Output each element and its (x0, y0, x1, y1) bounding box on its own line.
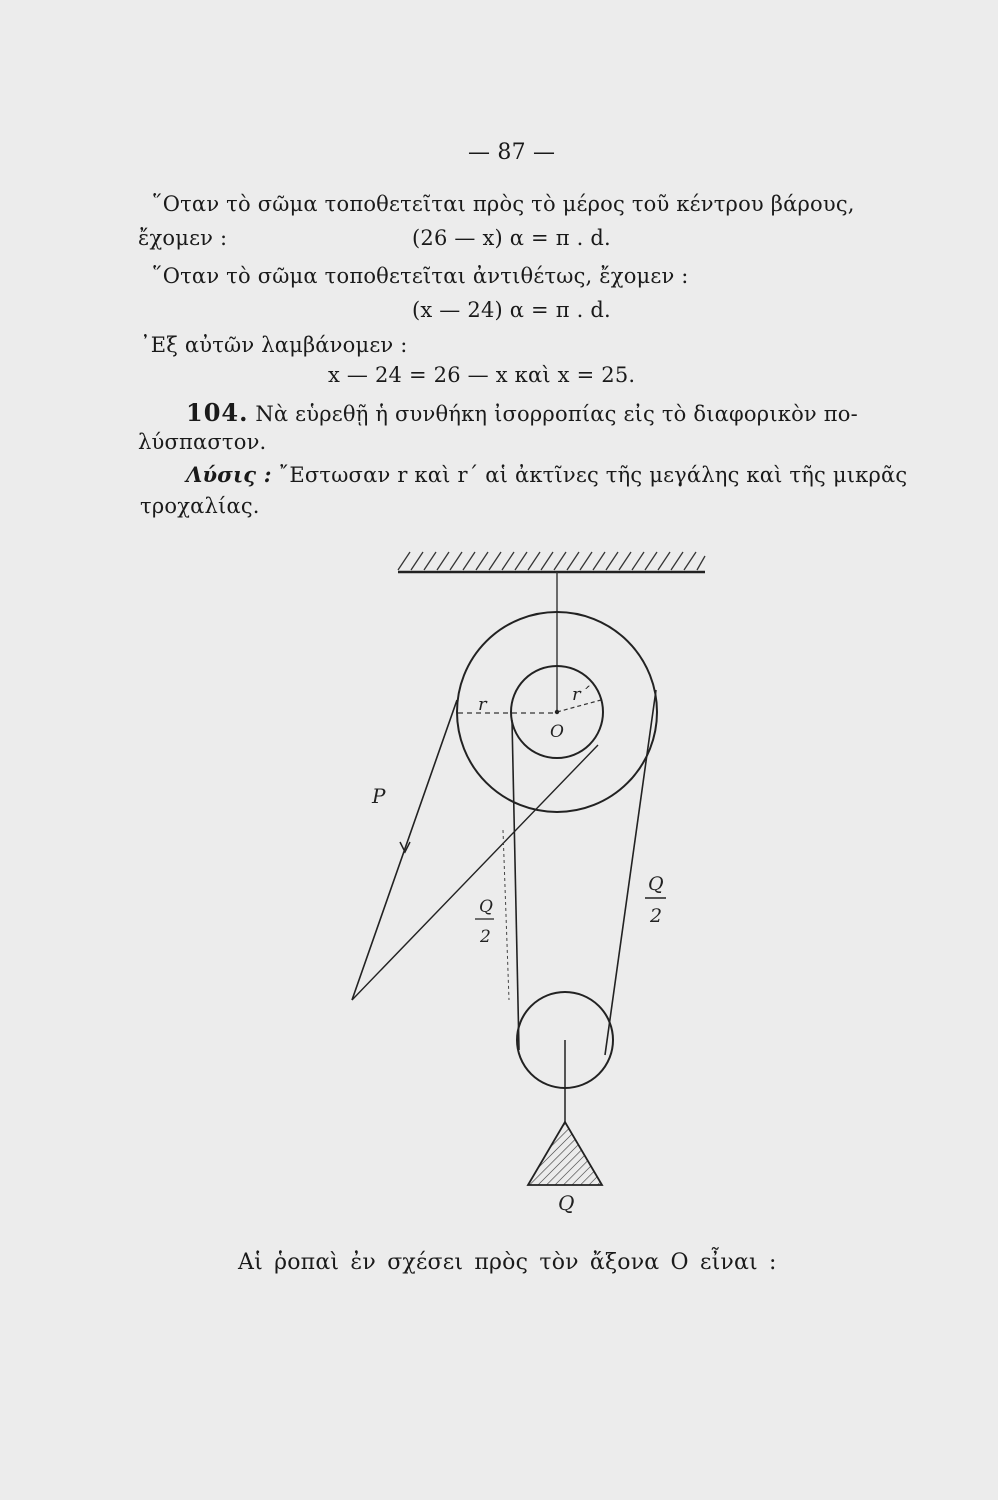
q-half-left-numerator: Q (479, 897, 493, 917)
q-half-right-denominator: 2 (650, 905, 663, 927)
label-Q: Q (558, 1191, 575, 1215)
solution-label: Λύσις : (186, 462, 272, 487)
label-Q-half-left (475, 897, 494, 947)
ceiling-hatching (398, 552, 705, 570)
problem-text: Νὰ εὑρεθῇ ἡ συνθήκη ἰσορροπίας εἰς τὸ διαφορικὸν πο- (255, 402, 858, 426)
problem-number: 104. (186, 398, 249, 427)
label-Q-half-right (645, 873, 666, 927)
equation-3: x — 24 = 26 — x καὶ x = 25. (328, 363, 636, 387)
text-line-2-prefix: ἔχομεν : (138, 226, 228, 250)
q-half-left-denominator: 2 (480, 927, 491, 947)
label-O: O (550, 722, 564, 742)
bottom-line: Αἱ ῥοπαὶ ἐν σχέσει πρὸς τὸν ἄξονα Ο εἶναι : (238, 1250, 777, 1275)
label-P: P (372, 784, 386, 808)
problem-text-cont: λύσπαστον. (138, 430, 267, 454)
q-half-right-numerator: Q (648, 873, 664, 895)
center-point (555, 710, 559, 714)
solution-text: ῎Εστωσαν r καὶ r΄ αἱ ἀκτῖνες τῆς μεγάλης καὶ τῆς μικρᾶς (278, 463, 908, 487)
equation-2: (x — 24) α = π . d. (412, 298, 611, 322)
rope-diagonal (352, 745, 598, 1000)
text-line-5: ᾿Εξ αὐτῶν λαμβάνομεν : (140, 333, 408, 357)
text-line-1: ῞Οταν τὸ σῶμα τοποθετεῖται πρὸς τὸ μέρος τοῦ κέντρου βάρους, (152, 192, 855, 216)
rope-dashed-guide (503, 830, 509, 1000)
label-r-prime: r΄ (572, 684, 590, 705)
equation-1: (26 — x) α = π . d. (412, 226, 611, 250)
text-line-3: ῞Οταν τὸ σῶμα τοποθετεῖται ἀντιθέτως, ἔχομεν : (152, 264, 689, 288)
page-number: — 87 — (468, 140, 556, 165)
solution-text-cont: τροχαλίας. (140, 494, 260, 518)
load-weight (528, 1122, 602, 1185)
rope-inner-left (512, 720, 519, 1050)
label-r: r (478, 694, 487, 715)
